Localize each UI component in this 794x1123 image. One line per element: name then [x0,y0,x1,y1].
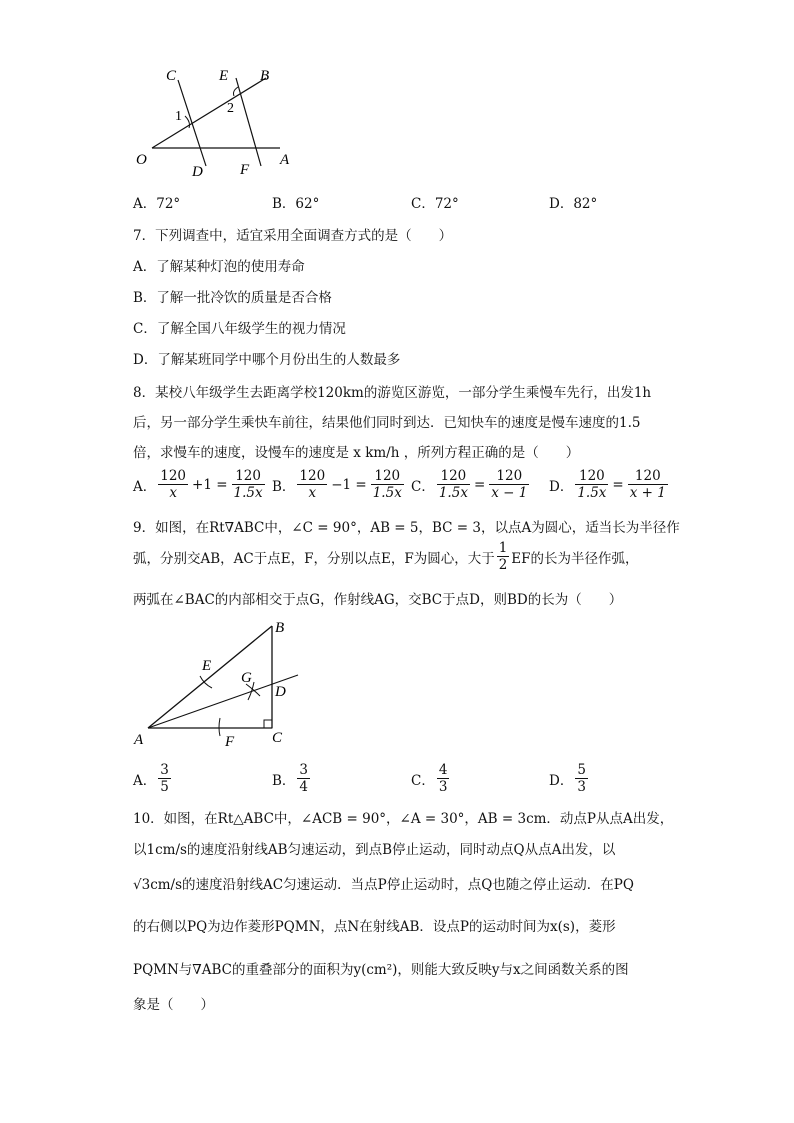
q6-option-a[interactable] [133,192,180,212]
option-letter: C． [411,772,435,789]
angle-2-arc [234,87,239,96]
fraction [489,468,529,501]
right-angle-mark [264,720,272,728]
q7-option-d[interactable]: D．了解某班同学中哪个月份出生的人数最多 [133,352,401,368]
numerator: 120 [628,468,668,485]
label-F: F [240,162,250,178]
option-text: 72° [156,196,181,212]
label-B: B [260,68,270,84]
q9-option-d[interactable] [549,762,590,795]
numerator: 120 [371,468,404,485]
text-segment: 弧，分别交AB，AC于点E，F，分别以点E，F为圆心，大于 [133,550,495,567]
q9-stem-line-2 [133,540,639,573]
label-E: E [219,68,229,84]
label-E: E [202,658,212,674]
option-letter: C． [411,478,435,495]
option-text: 62° [295,196,320,212]
figure-parallel-lines [130,62,300,182]
q10-stem-line-6: 象是（ ） [133,997,214,1013]
fraction [297,762,310,795]
operator: −1 = [331,476,367,493]
denominator: 3 [438,779,448,795]
denominator: 5 [160,779,169,795]
q9-stem-line-1: 9．如图，在Rt∇ABC中，∠C = 90°，AB = 5，BC = 3，以点A为圆心，适当长为半径作 [133,520,680,536]
label-C: C [272,730,283,746]
numerator: 4 [438,762,448,778]
option-letter: D． [549,772,574,789]
denominator: 1.5x [438,485,468,501]
numerator: 120 [232,468,265,485]
q10-stem-line-4: 的右侧以PQ为边作菱形PQMN，点N在射线AB．设点P的运动时间为x(s)，菱形 [133,919,616,935]
label-A: A [280,152,290,168]
ray-AG [148,675,298,728]
operator: +1 = [192,476,228,493]
fraction [297,468,327,501]
label-D: D [192,164,203,180]
q8-stem-line-3: 倍，求慢车的速度，设慢车的速度是 x km/h ，所列方程正确的是（ ） [133,445,580,461]
arc-E [200,676,212,688]
option-letter: B． [272,772,296,789]
numerator: 120 [575,468,608,485]
denominator: x [169,485,177,501]
numerator: 120 [160,468,187,484]
fraction [158,468,188,501]
numerator: 120 [299,468,326,484]
denominator: 1.5x [372,485,402,501]
q10-stem-line-2: 以1cm/s的速度沿射线AB匀速运动，到点B停止运动，同时动点Q从点A出发，以 [133,842,616,858]
label-angle-2: 2 [227,101,234,116]
q10-stem-line-3: √3cm/s的速度沿射线AC匀速运动．当点P停止运动时，点Q也随之停止运动．在PQ [133,877,634,893]
option-text: 72° [434,196,459,212]
option-letter: B． [272,196,296,212]
option-letter: D． [549,478,574,495]
fraction [575,762,588,795]
q6-option-d[interactable] [549,192,597,212]
label-A: A [134,732,144,748]
label-O: O [136,152,147,168]
side-AB [148,626,272,728]
option-text: 82° [573,196,598,212]
numerator: 3 [160,762,169,778]
q7-stem: 7．下列调查中，适宜采用全面调查方式的是（ ） [133,228,453,244]
q8-option-a[interactable] [133,468,267,501]
numerator: 3 [299,762,309,778]
fraction [575,468,608,501]
figure-right-triangle [130,612,310,752]
line-OB [152,78,266,148]
q7-option-a[interactable]: A．了解某种灯泡的使用寿命 [133,259,305,275]
q9-option-a[interactable] [133,762,173,795]
q6-option-c[interactable] [411,192,459,212]
fraction [628,468,668,501]
denominator: x + 1 [629,485,666,501]
option-letter: A． [133,772,157,789]
q10-stem-line-1: 10．如图，在Rt△ABC中，∠ACB = 90°，∠A = 30°，AB = 3cm．动点P从点A出发， [133,811,674,827]
q9-stem-line-3: 两弧在∠BAC的内部相交于点G，作射线AG，交BC于点D，则BD的长为（ ） [133,592,623,608]
fraction [437,468,470,501]
label-B: B [275,620,285,636]
arc-F [219,718,220,736]
option-letter: B． [272,478,296,495]
denominator: 1.5x [577,485,607,501]
denominator: 3 [577,779,586,795]
denominator: x − 1 [491,485,528,501]
q9-option-b[interactable] [272,762,312,795]
line-EF [236,78,261,166]
q8-option-c[interactable] [411,468,531,501]
option-letter: D． [549,196,574,212]
fraction [437,762,450,795]
label-angle-1: 1 [175,109,182,124]
numerator: 5 [577,762,586,778]
fraction [158,762,171,795]
option-letter: C． [411,196,435,212]
line-CD [178,80,206,166]
numerator: 1 [498,540,508,556]
q6-option-b[interactable] [272,192,319,212]
numerator: 120 [489,468,529,485]
q9-option-c[interactable] [411,762,451,795]
q8-stem-line-2: 后，另一部分学生乘快车前往，结果他们同时到达．已知快车的速度是慢车速度的1.5 [133,415,641,431]
q8-option-b[interactable] [272,468,406,501]
q10-stem-line-5: PQMN与∇ABC的重叠部分的面积为y(cm²)，则能大致反映y与x之间函数关系的图 [133,962,629,978]
label-G: G [241,670,252,686]
fraction [232,468,265,501]
label-D: D [275,684,286,700]
denominator: 2 [498,557,508,573]
numerator: 120 [437,468,470,485]
label-F: F [225,734,235,750]
q8-option-d[interactable] [549,468,670,501]
option-letter: A． [133,196,157,212]
fraction [371,468,404,501]
label-C: C [166,68,177,84]
denominator: 1.5x [233,485,263,501]
q7-option-c[interactable]: C．了解全国八年级学生的视力情况 [133,321,346,337]
q7-option-b[interactable]: B．了解一批冷饮的质量是否合格 [133,290,332,306]
denominator: 4 [299,779,309,795]
operator: = [473,476,486,493]
text-segment: EF的长为半径作弧， [511,550,639,567]
fraction-half [497,540,510,573]
option-letter: A． [133,478,157,495]
q8-stem-line-1: 8．某校八年级学生去距离学校120km的游览区游览，一部分学生乘慢车先行，出发1h [133,385,652,401]
operator: = [612,476,624,493]
denominator: x [308,485,317,501]
